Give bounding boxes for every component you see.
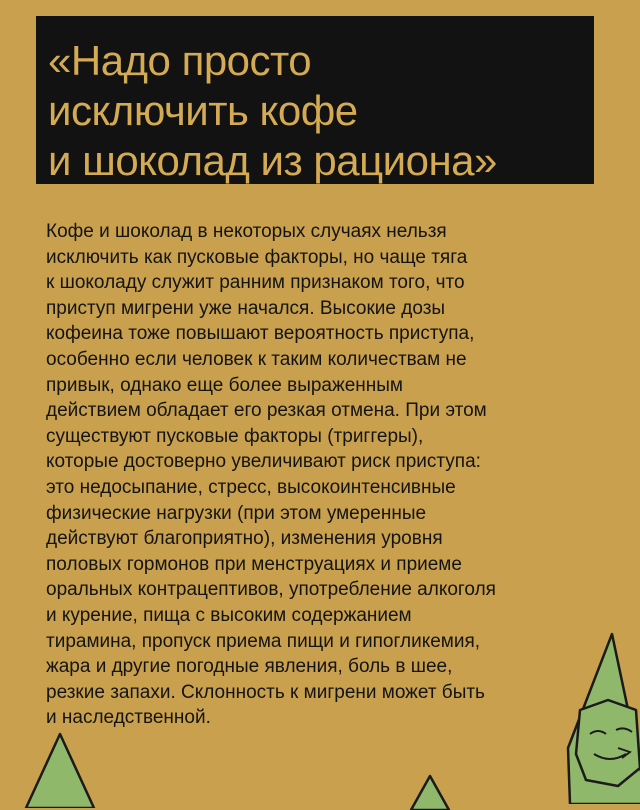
smiling-drop-icon: [560, 628, 640, 804]
title-box: [36, 16, 594, 184]
tree-icon: [405, 770, 455, 810]
body-text: Кофе и шоколад в некоторых случаях нельзя исключить как пусковые факторы, но чаще тяга к шоколаду служит ранним признаком того, что приступ мигрени уже начался. Высокие дозы кофеина тоже повышают вероятность приступа, особенно если человек к таким количествам не привык, однако еще более выраженным действием обладает его резкая отмена. При этом существуют пусковые факторы (триггеры), которые достоверно увеличивают риск приступа: это недосыпание, стресс, высокоинтенсивные физические нагрузки (при этом умеренные действуют благоприятно), изменения уровня половых гормонов при менструациях и приеме оральных контрацептивов, употребление алкоголя и курение, пища с высоким содержанием тирамина, пропуск приема пищи и гипогликемия, жара и другие погодные явления, боль в шее, резкие запахи. Склонность к мигрени может быть и наследственной.: [46, 221, 496, 729]
tree-icon: [20, 728, 100, 808]
slide-title: «Надо просто исключить кофе и шоколад из рациона»: [48, 37, 497, 184]
